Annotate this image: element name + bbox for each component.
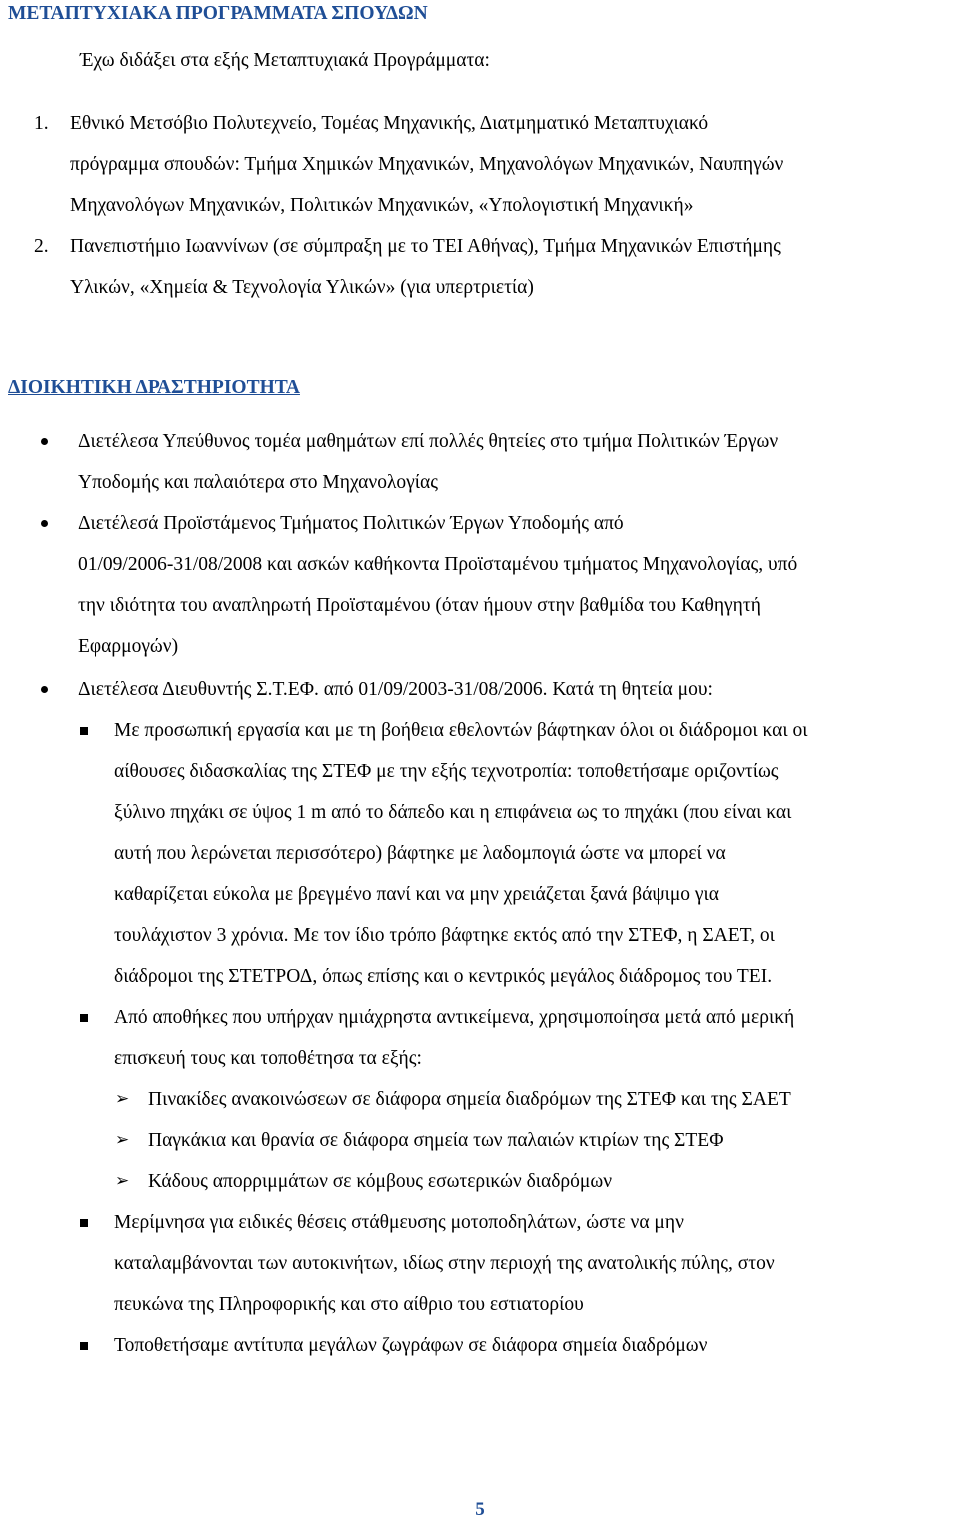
sub-item-line: Μερίμνησα για ειδικές θέσεις στάθμευσης μοτοποδηλάτων, ώστε να μην: [114, 1212, 684, 1233]
intro-text: Έχω διδάξει στα εξής Μεταπτυχιακά Προγράμματα:: [80, 50, 490, 71]
sub-item-line: Με προσωπική εργασία και με τη βοήθεια εθελοντών βάφτηκαν όλοι οι διάδρομοι και οι: [114, 720, 808, 741]
bullet-dot-icon: [41, 686, 48, 693]
bullet-line: Διετέλεσά Προϊστάμενος Τμήματος Πολιτικών Έργων Υποδομής από: [78, 513, 624, 534]
sub-item-line: αίθουσες διδασκαλίας της ΣΤΕΦ με την εξής τεχνοτροπία: τοποθετήσαμε οριζοντίως: [114, 761, 779, 782]
square-bullet-icon: [80, 1014, 88, 1022]
sub-item-line: αυτή που λερώνεται περισσότερο) βάφτηκε με λαδομπογιά ώστε να μπορεί να: [114, 843, 726, 864]
bullet-line: Υποδομής και παλαιότερα στο Μηχανολογίας: [78, 472, 438, 493]
page-number: 5: [475, 1499, 485, 1520]
square-bullet-icon: [80, 1342, 88, 1350]
sub-item-line: πευκώνα της Πληροφορικής και στο αίθριο του εστιατορίου: [114, 1294, 584, 1315]
item-line: πρόγραμμα σπουδών: Τμήμα Χημικών Μηχανικών, Μηχανολόγων Μηχανικών, Ναυπηγών: [70, 154, 784, 175]
bullet-line: 01/09/2006-31/08/2008 και ασκών καθήκοντα Προϊσταμένου τμήματος Μηχανολογίας, υπό: [78, 554, 798, 575]
heading-admin-activity: ΔΙΟΙΚΗΤΙΚΗ ΔΡΑΣΤΗΡΙΟΤΗΤΑ: [8, 377, 300, 398]
arrow-bullet-icon: ➢: [115, 1089, 130, 1109]
item-line: Εθνικό Μετσόβιο Πολυτεχνείο, Τομέας Μηχανικής, Διατμηματικό Μεταπτυχιακό: [70, 113, 709, 134]
arrow-bullet-icon: ➢: [115, 1130, 130, 1150]
bullet-line: Εφαρμογών): [78, 636, 179, 657]
sub-item-line: ξύλινο πηχάκι σε ύψος 1 m από το δάπεδο και η επιφάνεια ως το πηχάκι (που είναι και: [114, 802, 792, 823]
square-bullet-icon: [80, 727, 88, 735]
item-number: 2.: [34, 236, 49, 257]
square-bullet-icon: [80, 1219, 88, 1227]
item-number: 1.: [34, 113, 49, 134]
sub-item-line: τουλάχιστον 3 χρόνια. Με τον ίδιο τρόπο βάφτηκε εκτός από την ΣΤΕΦ, η ΣΑΕΤ, οι: [114, 925, 775, 946]
sub-item-line: καθαρίζεται εύκολα με βρεγμένο πανί και να μην χρειάζεται ξανά βάψιμο για: [114, 884, 720, 905]
bullet-dot-icon: [41, 520, 48, 527]
sub-item-line: Από αποθήκες που υπήρχαν ημιάχρηστα αντικείμενα, χρησιμοποίησα μετά από μερική: [114, 1007, 795, 1028]
sub-item-line: Τοποθετήσαμε αντίτυπα μεγάλων ζωγράφων σε διάφορα σημεία διαδρόμων: [114, 1335, 708, 1356]
arrow-item-text: Κάδους απορριμμάτων σε κόμβους εσωτερικών διαδρόμων: [148, 1171, 613, 1192]
bullet-line: Διετέλεσα Υπεύθυνος τομέα μαθημάτων επί πολλές θητείες στο τμήμα Πολιτικών Έργων: [78, 431, 779, 452]
item-line: Πανεπιστήμιο Ιωαννίνων (σε σύμπραξη με το ΤΕΙ Αθήνας), Τμήμα Μηχανικών Επιστήμης: [70, 236, 781, 257]
sub-item-line: διάδρομοι της ΣΤΕΤΡΟΔ, όπως επίσης και ο κεντρικός μεγάλος διάδρομος του ΤΕΙ.: [114, 966, 773, 987]
bullet-line: Διετέλεσα Διευθυντής Σ.Τ.ΕΦ. από 01/09/2003-31/08/2006. Κατά τη θητεία μου:: [78, 679, 713, 700]
sub-item-line: καταλαμβάνονται των αυτοκινήτων, ιδίως στην περιοχή της ανατολικής πύλης, στον: [114, 1253, 775, 1274]
bullet-dot-icon: [41, 438, 48, 445]
item-line: Μηχανολόγων Μηχανικών, Πολιτικών Μηχανικών, «Υπολογιστική Μηχανική»: [70, 195, 694, 216]
arrow-bullet-icon: ➢: [115, 1171, 130, 1191]
sub-item-line: επισκευή τους και τοποθέτησα τα εξής:: [114, 1048, 422, 1069]
arrow-item-text: Παγκάκια και θρανία σε διάφορα σημεία των παλαιών κτιρίων της ΣΤΕΦ: [148, 1130, 724, 1151]
heading-postgrad-programs: ΜΕΤΑΠΤΥΧΙΑΚΑ ΠΡΟΓΡΑΜΜΑΤΑ ΣΠΟΥΔΩΝ: [8, 3, 428, 24]
item-line: Υλικών, «Χημεία & Τεχνολογία Υλικών» (για υπερτριετία): [70, 277, 534, 298]
bullet-line: την ιδιότητα του αναπληρωτή Προϊσταμένου (όταν ήμουν στην βαθμίδα του Καθηγητή: [78, 595, 761, 616]
arrow-item-text: Πινακίδες ανακοινώσεων σε διάφορα σημεία διαδρόμων της ΣΤΕΦ και της ΣΑΕΤ: [148, 1089, 791, 1110]
